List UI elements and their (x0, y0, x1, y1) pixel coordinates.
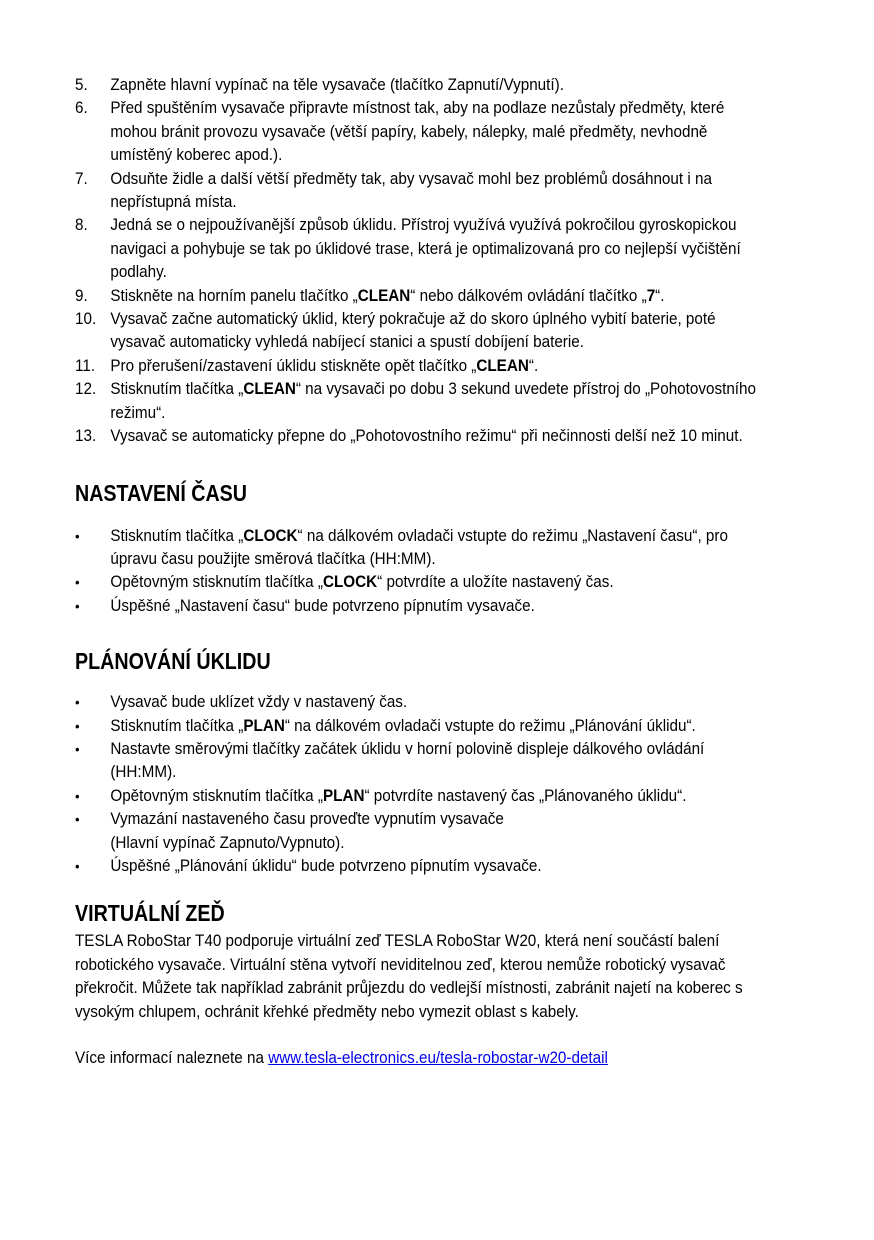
section-heading-virtual-wall: VIRTUÁLNÍ ZEĎ (75, 900, 225, 927)
section-heading-time: NASTAVENÍ ČASU (75, 479, 248, 506)
step-text: Odsuňte židle a další větší předměty tak, aby vysavač mohl bez problémů dosáhnout i na nepřístupná místa. (110, 169, 712, 212)
time-bullet-list (75, 525, 763, 619)
step-text (110, 285, 763, 308)
text-segment: Opětovným stisknutím tlačítka „ (110, 573, 323, 592)
step-number: 8. (75, 216, 88, 235)
text-segment: “ potvrdíte a uložíte nastavený čas. (377, 573, 614, 592)
bullet-text (110, 715, 763, 738)
button-label-clock: CLOCK (322, 573, 378, 592)
steps-list (75, 74, 763, 449)
list-item (75, 855, 763, 878)
virtual-wall-paragraph: TESLA RoboStar T40 podporuje virtuální zeď TESLA RoboStar W20, která není součástí balení robotického vysavače. Virtuální stěna vytvoří neviditelnou zeď, kterou nemůže robotický vysavač překročit. Můžete tak například zabránit průjezdu do vedlejší místnosti, zabránit najetí na koberec s vysokým chlupem, ochránit křehké předměty nebo vymezit oblast s kabely. (75, 932, 743, 1021)
step-number: 6. (75, 99, 88, 118)
list-item (75, 168, 763, 215)
text-segment: “ na vysavači po dobu 3 sekund uvedete přístroj do „Pohotovostního režimu“. (110, 380, 756, 422)
list-item (75, 738, 763, 785)
list-item (75, 425, 763, 448)
text-segment: “ na dálkovém ovladači vstupte do režimu „Nastavení času“, pro úpravu času použijte směrová tlačítka (HH:MM). (110, 526, 728, 568)
text-segment: Stisknutím tlačítka „ (110, 526, 244, 545)
list-item (75, 355, 763, 378)
list-item (75, 691, 763, 714)
button-label-clean: CLEAN (243, 380, 296, 399)
bullet-icon: • (75, 597, 80, 614)
step-number: 10. (75, 310, 97, 329)
text-segment: “. (528, 356, 539, 375)
bullet-text: Úspěšné „Plánování úklidu“ bude potvrzeno pípnutím vysavače. (110, 856, 542, 875)
list-item (75, 308, 763, 355)
step-text (110, 355, 763, 378)
list-item (75, 808, 763, 855)
bullet-icon: • (75, 811, 80, 828)
step-number: 5. (75, 76, 88, 94)
bullet-text (110, 571, 763, 594)
button-label-clean: CLEAN (357, 286, 411, 305)
step-text: Před spuštěním vysavače připravte místnost tak, aby na podlaze nezůstaly předměty, které mohou bránit provozu vysavače (větší papíry, kabely, nálepky, malé předměty, nevhodně umístěný koberec apod.). (110, 99, 725, 165)
step-text: Vysavač se automaticky přepne do „Pohotovostního režimu“ při nečinnosti delší než 10 minut. (110, 427, 743, 446)
bullet-icon: • (75, 574, 80, 591)
text-segment: “ nebo dálkovém ovládání tlačítko „ (410, 286, 647, 305)
step-text: Jedná se o nejpoužívanější způsob úklidu. Přístroj využívá využívá pokročilou gyroskopickou navigaci a pohybuje se tak po úklidové trase, která je optimalizovaná pro co nejlepší vyčištění podlahy. (110, 216, 741, 282)
more-info-line (75, 1047, 763, 1070)
list-item (75, 378, 763, 425)
text-segment: “ potvrdíte nastavený čas „Plánovaného úklidu“. (364, 786, 687, 805)
list-item (75, 785, 763, 808)
bullet-text: Vysavač bude uklízet vždy v nastavený čas. (110, 693, 408, 712)
text-segment: (Hlavní vypínač Zapnuto/Vypnuto). (110, 833, 345, 852)
step-text (110, 378, 763, 425)
text-segment: “. (655, 286, 665, 305)
product-detail-link[interactable]: www.tesla-electronics.eu/tesla-robostar-w20-detail (268, 1049, 608, 1067)
button-label-clock: CLOCK (243, 526, 298, 545)
step-text: Zapněte hlavní vypínač na těle vysavače (tlačítko Zapnutí/Vypnutí). (110, 76, 564, 94)
list-item (75, 715, 763, 738)
section-heading-plan: PLÁNOVÁNÍ ÚKLIDU (75, 648, 271, 675)
text-segment: Stisknutím tlačítka „ (110, 380, 244, 399)
bullet-icon: • (75, 787, 80, 804)
step-number: 12. (75, 380, 97, 399)
bullet-icon: • (75, 857, 80, 874)
step-number: 13. (75, 427, 97, 446)
text-segment: Stisknutím tlačítka „ (110, 716, 244, 735)
bullet-icon: • (75, 694, 80, 711)
bullet-icon: • (75, 527, 80, 544)
bullet-text (110, 785, 763, 808)
list-item (75, 97, 763, 167)
list-item (75, 74, 763, 97)
button-label-plan: PLAN (243, 716, 285, 735)
step-text: Vysavač začne automatický úklid, který pokračuje až do skoro úplného vybití baterie, poté vysavač automaticky vyhledá nabíjecí stanici a spustí dobíjení baterie. (110, 310, 716, 352)
list-item (75, 571, 763, 594)
bullet-text: Nastavte směrovými tlačítky začátek úklidu v horní polovině displeje dálkového ovládání (HH:MM). (110, 739, 705, 782)
step-number: 9. (75, 286, 88, 305)
text-segment: Opětovným stisknutím tlačítka „ (110, 786, 323, 805)
list-item (75, 214, 763, 284)
document-content (75, 74, 763, 1070)
text-segment: Vymazání nastaveného času proveďte vypnutím vysavače (110, 810, 504, 829)
list-item (75, 285, 763, 308)
text-segment: Pro přerušení/zastavení úklidu stiskněte opět tlačítko „ (110, 356, 477, 375)
text-segment: “ na dálkovém ovladači vstupte do režimu „Plánování úklidu“. (284, 716, 696, 735)
list-item (75, 525, 763, 572)
list-item (75, 595, 763, 618)
bullet-text: Úspěšné „Nastavení času“ bude potvrzeno pípnutím vysavače. (110, 596, 535, 615)
bullet-text (110, 808, 763, 855)
bullet-text (110, 525, 763, 572)
button-label-plan: PLAN (322, 786, 365, 805)
text-segment: Stiskněte na horním panelu tlačítko „ (110, 286, 358, 305)
plan-bullet-list (75, 691, 763, 878)
button-label-7: 7 (646, 286, 656, 305)
button-label-clean: CLEAN (476, 356, 529, 375)
step-number: 7. (75, 169, 88, 188)
bullet-icon: • (75, 740, 80, 757)
bullet-icon: • (75, 717, 80, 734)
step-number: 11. (75, 356, 96, 375)
more-info-prefix: Více informací naleznete na (75, 1049, 269, 1067)
